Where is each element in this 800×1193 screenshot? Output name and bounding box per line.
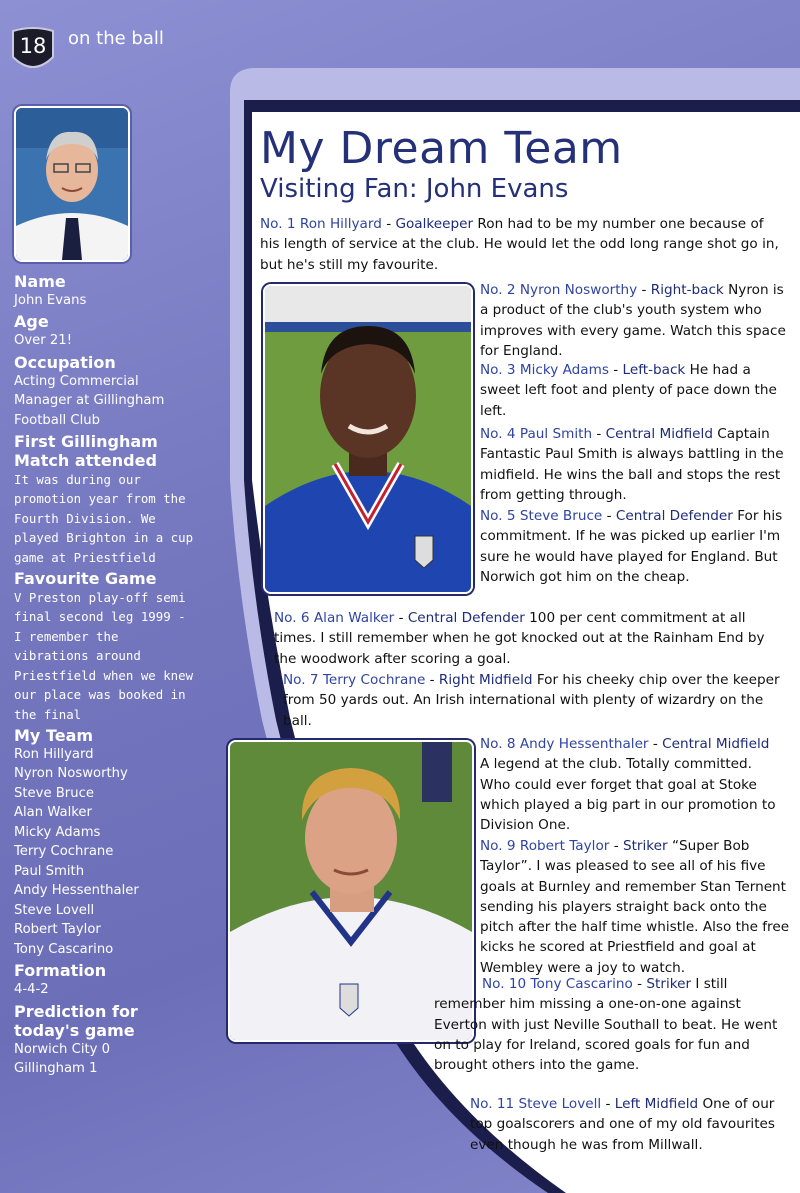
player-number: No. 9 bbox=[480, 838, 516, 854]
player-number: No. 2 bbox=[480, 282, 516, 298]
player-entry: No. 5 Steve Bruce - Central Defender For his commitment. If he was picked up earlier I'm sure he would have played for England. But Norwich got him on the cheap. bbox=[480, 508, 783, 585]
player-reason: One of our top goalscorers and one of my old favourites even though he was from Millwall. bbox=[470, 1096, 775, 1153]
player-entry: No. 11 Steve Lovell - Left Midfield One of our top goalscorers and one of my old favourites even though he was from Millwall. bbox=[470, 1096, 775, 1153]
first-match-label-line-1: First Gillingham bbox=[14, 432, 158, 452]
player-number: No. 7 bbox=[283, 672, 319, 688]
player-number: No. 6 bbox=[274, 610, 310, 626]
player-reason: He had a sweet left foot and plenty of pace down the left. bbox=[480, 362, 777, 419]
player-reason: Nyron is a product of the club's youth system who improves with every game. Watch this space for England. bbox=[480, 282, 786, 359]
prediction-label-line-1: Prediction for bbox=[14, 1001, 138, 1021]
player-reason: A legend at the club. Totally committed. Who could ever forget that goal at Stoke which played a big part in our promotion to Division One. bbox=[480, 756, 776, 834]
team-member: Tony Cascarino bbox=[14, 941, 114, 957]
name-value: John Evans bbox=[14, 293, 87, 308]
player-number: No. 11 bbox=[470, 1096, 515, 1112]
name-label: Name bbox=[14, 272, 66, 291]
team-member: Robert Taylor bbox=[14, 922, 101, 938]
player-name: Tony Cascarino bbox=[530, 976, 633, 992]
player-entry: No. 7 Terry Cochrane - Right Midfield For his cheeky chip over the keeper from 50 yards out. An Irish international with plenty of wizardry on the ball. bbox=[283, 672, 780, 729]
player-name: Nyron Nosworthy bbox=[519, 282, 638, 298]
player-entry: No. 10 Tony Cascarino - Striker I still remember him missing a one-on-one against Everton with just Neville Southall to beat. He went on to play for Ireland, scored goals for fun and brought others into the game. bbox=[434, 976, 778, 1074]
player-position: Goalkeeper bbox=[395, 216, 474, 232]
section-title: on the ball bbox=[68, 28, 164, 49]
page-number: 18 bbox=[19, 34, 47, 58]
page-title: My Dream Team bbox=[260, 123, 623, 174]
player-position: Striker bbox=[646, 976, 692, 992]
age-label: Age bbox=[14, 312, 49, 332]
player-entry: No. 6 Alan Walker - Central Defender 100 per cent commitment at all times. I still remember when he got knocked out at the Rainham End by the woodwork after scoring a goal. bbox=[274, 610, 765, 667]
first-match-value: It was during our promotion year from the Fourth Division. We played Brighton in a cup game at Priestfield bbox=[14, 472, 194, 565]
player-number: No. 1 bbox=[260, 216, 296, 232]
prediction-line-2: Gillingham 1 bbox=[14, 1061, 98, 1077]
player-entry: No. 8 Andy Hessenthaler - Central Midfield A legend at the club. Totally committed. Who could ever forget that goal at Stoke which played a big part in our promotion to Division One. bbox=[480, 736, 776, 834]
player-number: No. 5 bbox=[480, 508, 516, 524]
player-name: Paul Smith bbox=[519, 426, 593, 442]
favourite-game-value: V Preston play-off semi final second leg 1999 - I remember the vibrations around Priestfield when we knew our place was booked in the final bbox=[14, 590, 194, 722]
team-member: Micky Adams bbox=[14, 824, 101, 840]
player-position: Central Midfield bbox=[662, 736, 770, 752]
formation-value: 4-4-2 bbox=[14, 982, 49, 998]
player-entry: No. 9 Robert Taylor - Striker “Super Bob Taylor”. I was pleased to see all of his five goals at Burnley and remember Stan Ternent sending his players straight back onto the pitch after the half time whistle. Also the free kicks he scored at Priestfield and goal at Wembley were a joy to watch. bbox=[480, 838, 790, 976]
favourite-game-label: Favourite Game bbox=[14, 569, 157, 589]
player-name: Terry Cochrane bbox=[322, 672, 426, 688]
player-name: Robert Taylor bbox=[519, 838, 610, 854]
player-name: Alan Walker bbox=[313, 610, 395, 626]
player-name: Micky Adams bbox=[519, 362, 609, 378]
player-position: Left Midfield bbox=[614, 1096, 699, 1112]
player-number: No. 4 bbox=[480, 426, 516, 442]
player-entry: No. 1 Ron Hillyard - Goalkeeper Ron had to be my number one because of his length of service at the club. He would let the odd long range shot go in, but he's still my favourite. bbox=[260, 216, 779, 273]
team-member: Andy Hessenthaler bbox=[14, 883, 139, 899]
player-reason: I still remember him missing a one-on-one against Everton with just Neville Southall to beat. He went on to play for Ireland, scored goals for fun and brought others into the game. bbox=[434, 976, 778, 1074]
player-entry: No. 4 Paul Smith - Central Midfield Captain Fantastic Paul Smith is always battling in the midfield. He wins the ball and stops the rest from getting through. bbox=[480, 426, 784, 503]
team-member: Paul Smith bbox=[14, 863, 85, 879]
player-position: Central Defender bbox=[615, 508, 733, 524]
my-team-label: My Team bbox=[14, 725, 94, 745]
prediction-label-line-2: today's game bbox=[14, 1020, 135, 1040]
page-subtitle: Visiting Fan: John Evans bbox=[260, 174, 569, 204]
team-member: Nyron Nosworthy bbox=[14, 766, 128, 782]
formation-label: Formation bbox=[14, 961, 107, 981]
player-reason: Captain Fantastic Paul Smith is always battling in the midfield. He wins the ball and stops the rest from getting through. bbox=[480, 426, 784, 503]
player-number: No. 8 bbox=[480, 736, 516, 752]
age-value: Over 21! bbox=[14, 333, 72, 349]
team-member: Steve Lovell bbox=[14, 902, 95, 918]
player-position: Right Midfield bbox=[438, 672, 533, 688]
player-name: Steve Lovell bbox=[518, 1096, 602, 1112]
player-reason: For his commitment. If he was picked up earlier I'm sure he would have played for England. But Norwich got him on the cheap. bbox=[480, 508, 783, 585]
player-position: Left-back bbox=[622, 362, 686, 378]
player-entry: No. 3 Micky Adams - Left-back He had a sweet left foot and plenty of pace down the left. bbox=[480, 362, 777, 419]
player-photo-nosworthy bbox=[263, 284, 473, 594]
player-name: Ron Hillyard bbox=[299, 216, 382, 232]
team-member: Terry Cochrane bbox=[14, 844, 114, 860]
player-reason: 100 per cent commitment at all times. I still remember when he got knocked out at the Rainham End by the woodwork after scoring a goal. bbox=[274, 610, 765, 667]
player-reason: Ron had to be my number one because of his length of service at the club. He would let the odd long range shot go in, but he's still my favourite. bbox=[260, 216, 779, 273]
occupation-value: Acting Commercial Manager at Gillingham Football Club bbox=[14, 373, 165, 428]
player-reason: “Super Bob Taylor”. I was pleased to see all of his five goals at Burnley and remember Stan Ternent sending his players straight back onto the pitch after the half time whistle. Also the free kicks he scored at Priestfield and goal at Wembley were a joy to watch. bbox=[480, 838, 790, 976]
player-number: No. 3 bbox=[480, 362, 516, 378]
player-position: Central Defender bbox=[407, 610, 525, 626]
prediction-line-1: Norwich City 0 bbox=[14, 1041, 111, 1057]
player-position: Right-back bbox=[650, 282, 724, 298]
player-name: Steve Bruce bbox=[519, 508, 603, 524]
player-position: Central Midfield bbox=[605, 426, 713, 442]
player-number: No. 10 bbox=[482, 976, 527, 992]
occupation-label: Occupation bbox=[14, 352, 116, 372]
player-entry: No. 2 Nyron Nosworthy - Right-back Nyron is a product of the club's youth system who improves with every game. Watch this space for England. bbox=[480, 282, 786, 359]
player-reason: For his cheeky chip over the keeper from 50 yards out. An Irish international with plenty of wizardry on the ball. bbox=[283, 672, 780, 729]
team-member: Ron Hillyard bbox=[14, 746, 94, 762]
player-position: Striker bbox=[622, 838, 668, 854]
team-member: Steve Bruce bbox=[14, 785, 94, 801]
team-member: Alan Walker bbox=[14, 805, 92, 821]
first-match-label-line-2: Match attended bbox=[14, 451, 157, 471]
player-name: Andy Hessenthaler bbox=[519, 736, 649, 752]
